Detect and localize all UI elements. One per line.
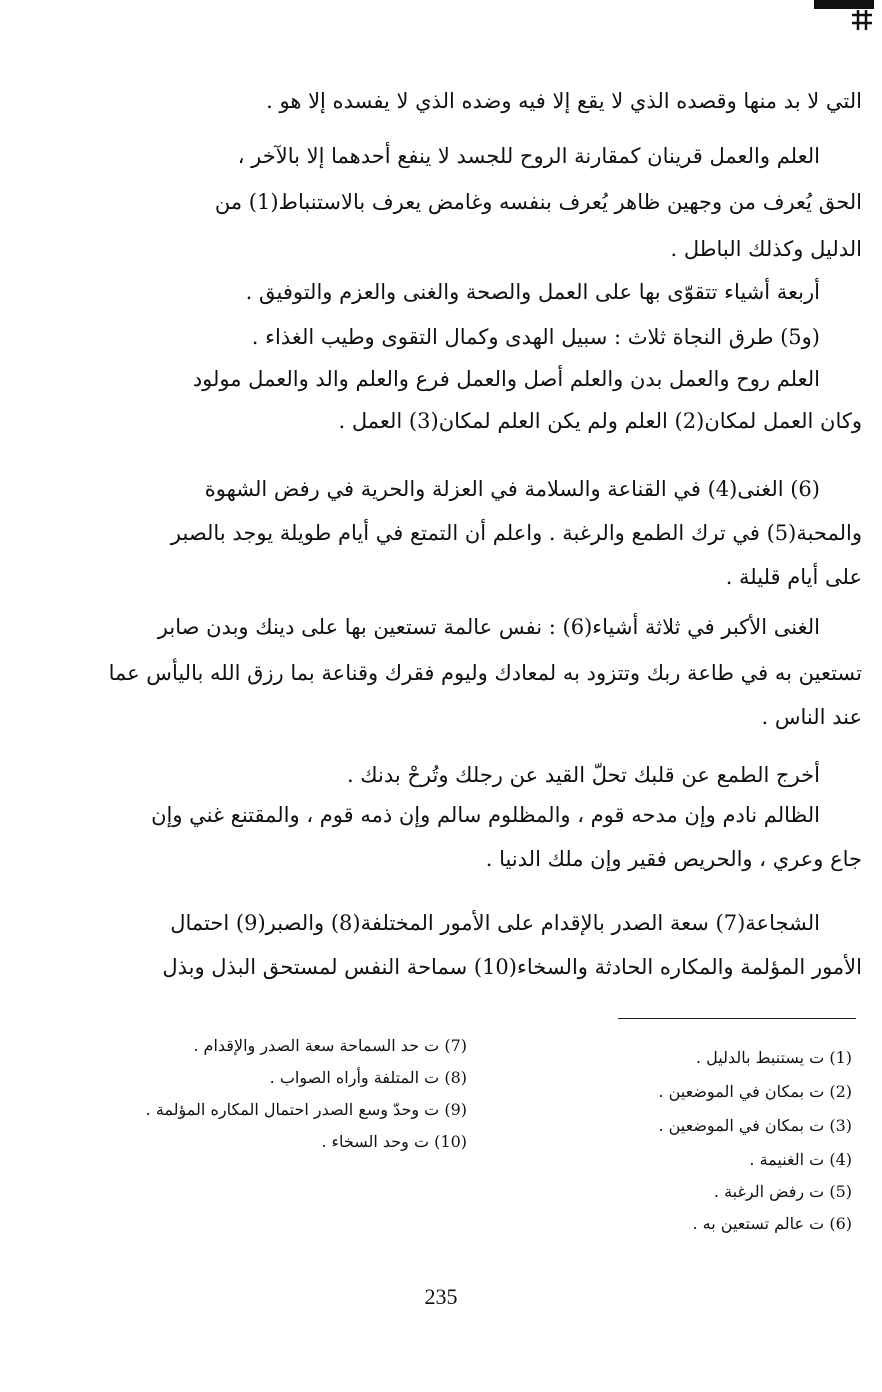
body-line: الحق يُعرف من وجهين ظاهر يُعرف بنفسه وغامض يعرف بالاستنباط(1) من [214,190,862,214]
footnote: (8) ت المتلفة وأراه الصواب . [269,1068,467,1087]
footnote-separator [618,1018,856,1019]
page-number: 235 [424,1284,458,1309]
body-line: عند الناس . [761,705,862,729]
footnote: (10) ت وحد السخاء . [321,1132,467,1151]
body-line: الظالم نادم وإن مدحه قوم ، والمظلوم سالم وإن ذمه قوم ، والمقتنع غني وإن [151,803,820,827]
body-line: (6) الغنى(4) في القناعة والسلامة في العزلة والحرية في رفض الشهوة [204,477,820,501]
footnote: (3) ت بمكان في الموضعين . [658,1116,852,1135]
body-line: جاع وعري ، والحريص فقير وإن ملك الدنيا . [485,847,862,871]
footnote: (2) ت بمكان في الموضعين . [658,1082,852,1101]
body-line: تستعين به في طاعة ربك وتتزود به لمعادك وليوم فقرك وقناعة بما رزق الله باليأس عما [108,661,862,685]
hash-mark-icon [814,0,874,30]
body-line: الشجاعة(7) سعة الصدر بالإقدام على الأمور المختلفة(8) والصبر(9) احتمال [170,911,820,935]
body-line: الدليل وكذلك الباطل . [670,237,862,261]
body-line: (و5) طرق النجاة ثلاث : سبيل الهدى وكمال التقوى وطيب الغذاء . [251,325,820,349]
footnote: (9) ت وحدّ وسع الصدر احتمال المكاره المؤلمة . [145,1100,467,1119]
body-line: والمحبة(5) في ترك الطمع والرغبة . واعلم أن التمتع في أيام طويلة يوجد بالصبر [170,521,862,545]
body-line: الغنى الأكبر في ثلاثة أشياء(6) : نفس عالمة تستعين بها على دينك وبدن صابر [157,615,820,639]
body-line: التي لا بد منها وقصده الذي لا يقع إلا فيه وضده الذي لا يفسده إلا هو . [266,89,862,113]
body-line: العلم روح والعمل بدن والعلم أصل والعمل فرع والعلم والد والعمل مولود [192,367,820,391]
body-line: العلم والعمل قرينان كمقارنة الروح للجسد لا ينفع أحدهما إلا بالآخر ، [237,144,820,168]
footnote: (5) ت رفض الرغبة . [713,1182,852,1201]
body-line: أخرج الطمع عن قلبك تحلّ القيد عن رجلك وتُرحْ بدنك . [346,763,820,787]
body-line: أربعة أشياء تتقوّى بها على العمل والصحة والغنى والعزم والتوفيق . [245,280,820,304]
footnote: (6) ت عالم تستعين به . [692,1214,852,1233]
body-line: على أيام قليلة . [725,565,862,589]
body-line: وكان العمل لمكان(2) العلم ولم يكن العلم لمكان(3) العمل . [338,409,862,433]
footnote: (7) ت حد السماحة سعة الصدر والإقدام . [193,1036,467,1055]
footnote: (4) ت الغنيمة . [749,1150,852,1169]
body-line: الأمور المؤلمة والمكاره الحادثة والسخاء(10) سماحة النفس لمستحق البذل وبذل [162,955,862,979]
footnote: (1) ت يستنبط بالدليل . [696,1048,852,1067]
